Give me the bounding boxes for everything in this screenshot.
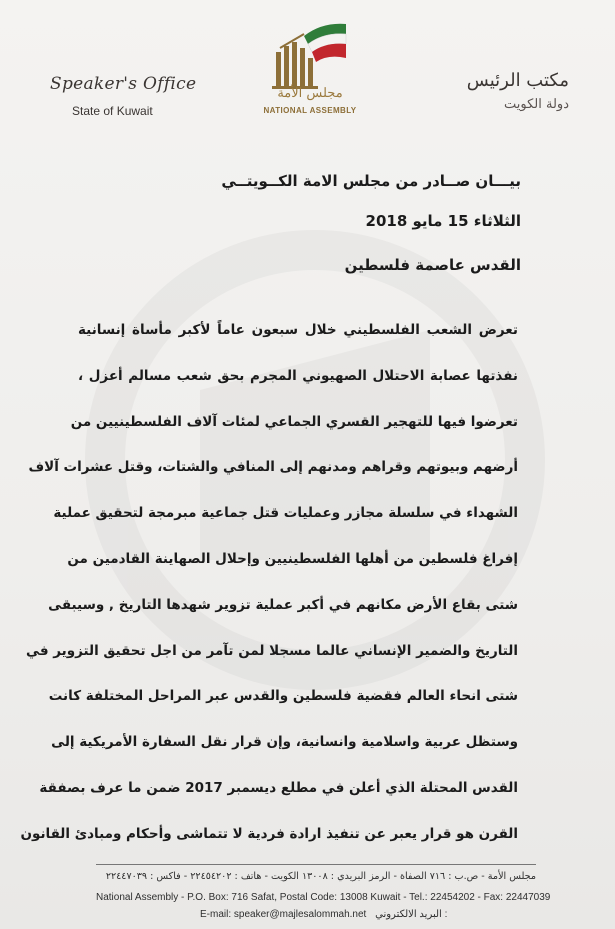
arabic-state-name: دولة الكويت	[504, 97, 569, 112]
body-line: القرن هو قرار يعبر عن تنفيذ ارادة فردية لا تتماشى وأحكام ومبادئ القانون	[20, 825, 518, 842]
english-state-name: State of Kuwait	[72, 104, 153, 118]
footer-email	[200, 909, 500, 920]
statement-date: الثلاثاء 15 مايو 2018	[365, 212, 521, 230]
statement-title: بيـــان صــادر من مجلس الامة الكــويتــي	[221, 172, 521, 190]
logo-arabic-text: مجلس الأمة	[277, 86, 343, 101]
arabic-office-title: مكتب الرئيس	[466, 70, 569, 91]
body-line: التاريخ والضمير الإنساني عالما مسجلا لمن تآمر من اجل تحقيق التزوير في	[26, 642, 518, 659]
logo-english-text: NATIONAL ASSEMBLY	[263, 106, 357, 115]
footer-arabic-address: مجلس الأمة - ص.ب : ٧١٦ الصفاة - الرمز البريدي : ١٣٠٠٨ الكويت - هاتف : ٢٢٤٥٤٢٠٢ - فاكس : ٢٢٤٤٧٠٣٩	[105, 871, 536, 882]
body-line: وستظل عربية واسلامية وانسانية، وإن قرار نقل السفارة الأمريكية إلى	[51, 734, 518, 751]
body-line: إفراغ فلسطين من أهلها الفلسطينيين وإحلال الصهاينة القادمين من	[67, 550, 518, 567]
footer-divider	[96, 864, 536, 865]
footer-english-address: National Assembly - P.O. Box: 716 Safat, Postal Code: 13008 Kuwait - Tel.: 22454202 - Fax: 22447039	[96, 892, 551, 903]
statement-body	[20, 318, 518, 868]
body-line: أرضهم وبيوتهم وقراهم ومدنهم إلى المنافي والشتات، وقتل عشرات آلاف	[28, 459, 518, 476]
body-line: تعرضوا فيها للتهجير القسري الجماعي لمئات آلاف الفلسطينيين من	[70, 413, 518, 430]
footer-email-address: E-mail: speaker@majlesalommah.net	[200, 909, 367, 920]
body-line: القدس المحتلة الذي أعلن في مطلع ديسمبر 2017 ضمن ما عرف بصفقة	[39, 779, 518, 796]
english-office-title: Speaker's Office	[50, 74, 197, 94]
body-line: شتى بقاع الأرض مكانهم في أكبر عملية تزوير شهدها التاريخ , وسيبقى	[48, 596, 518, 613]
footer-email-arabic-label: البريد الالكتروني :	[375, 909, 448, 920]
body-line: الشهداء في سلسلة مجازر وعمليات قتل جماعية مبرمجة لتحقيق عملية	[53, 505, 518, 522]
english-letterhead	[50, 74, 196, 118]
body-line: شتى انحاء العالم فقضية فلسطين والقدس عبر المراحل المختلفة كانت	[48, 688, 518, 705]
statement-subtitle: القدس عاصمة فلسطين	[344, 256, 521, 274]
body-line: تعرض الشعب الفلسطيني خلال سبعون عاماً لأكبر مأساة إنسانية	[78, 322, 518, 338]
body-line: نفذتها عصابة الاحتلال الصهيوني المجرم بحق شعب مسالم أعزل ،	[78, 367, 518, 384]
arabic-letterhead	[467, 70, 569, 112]
